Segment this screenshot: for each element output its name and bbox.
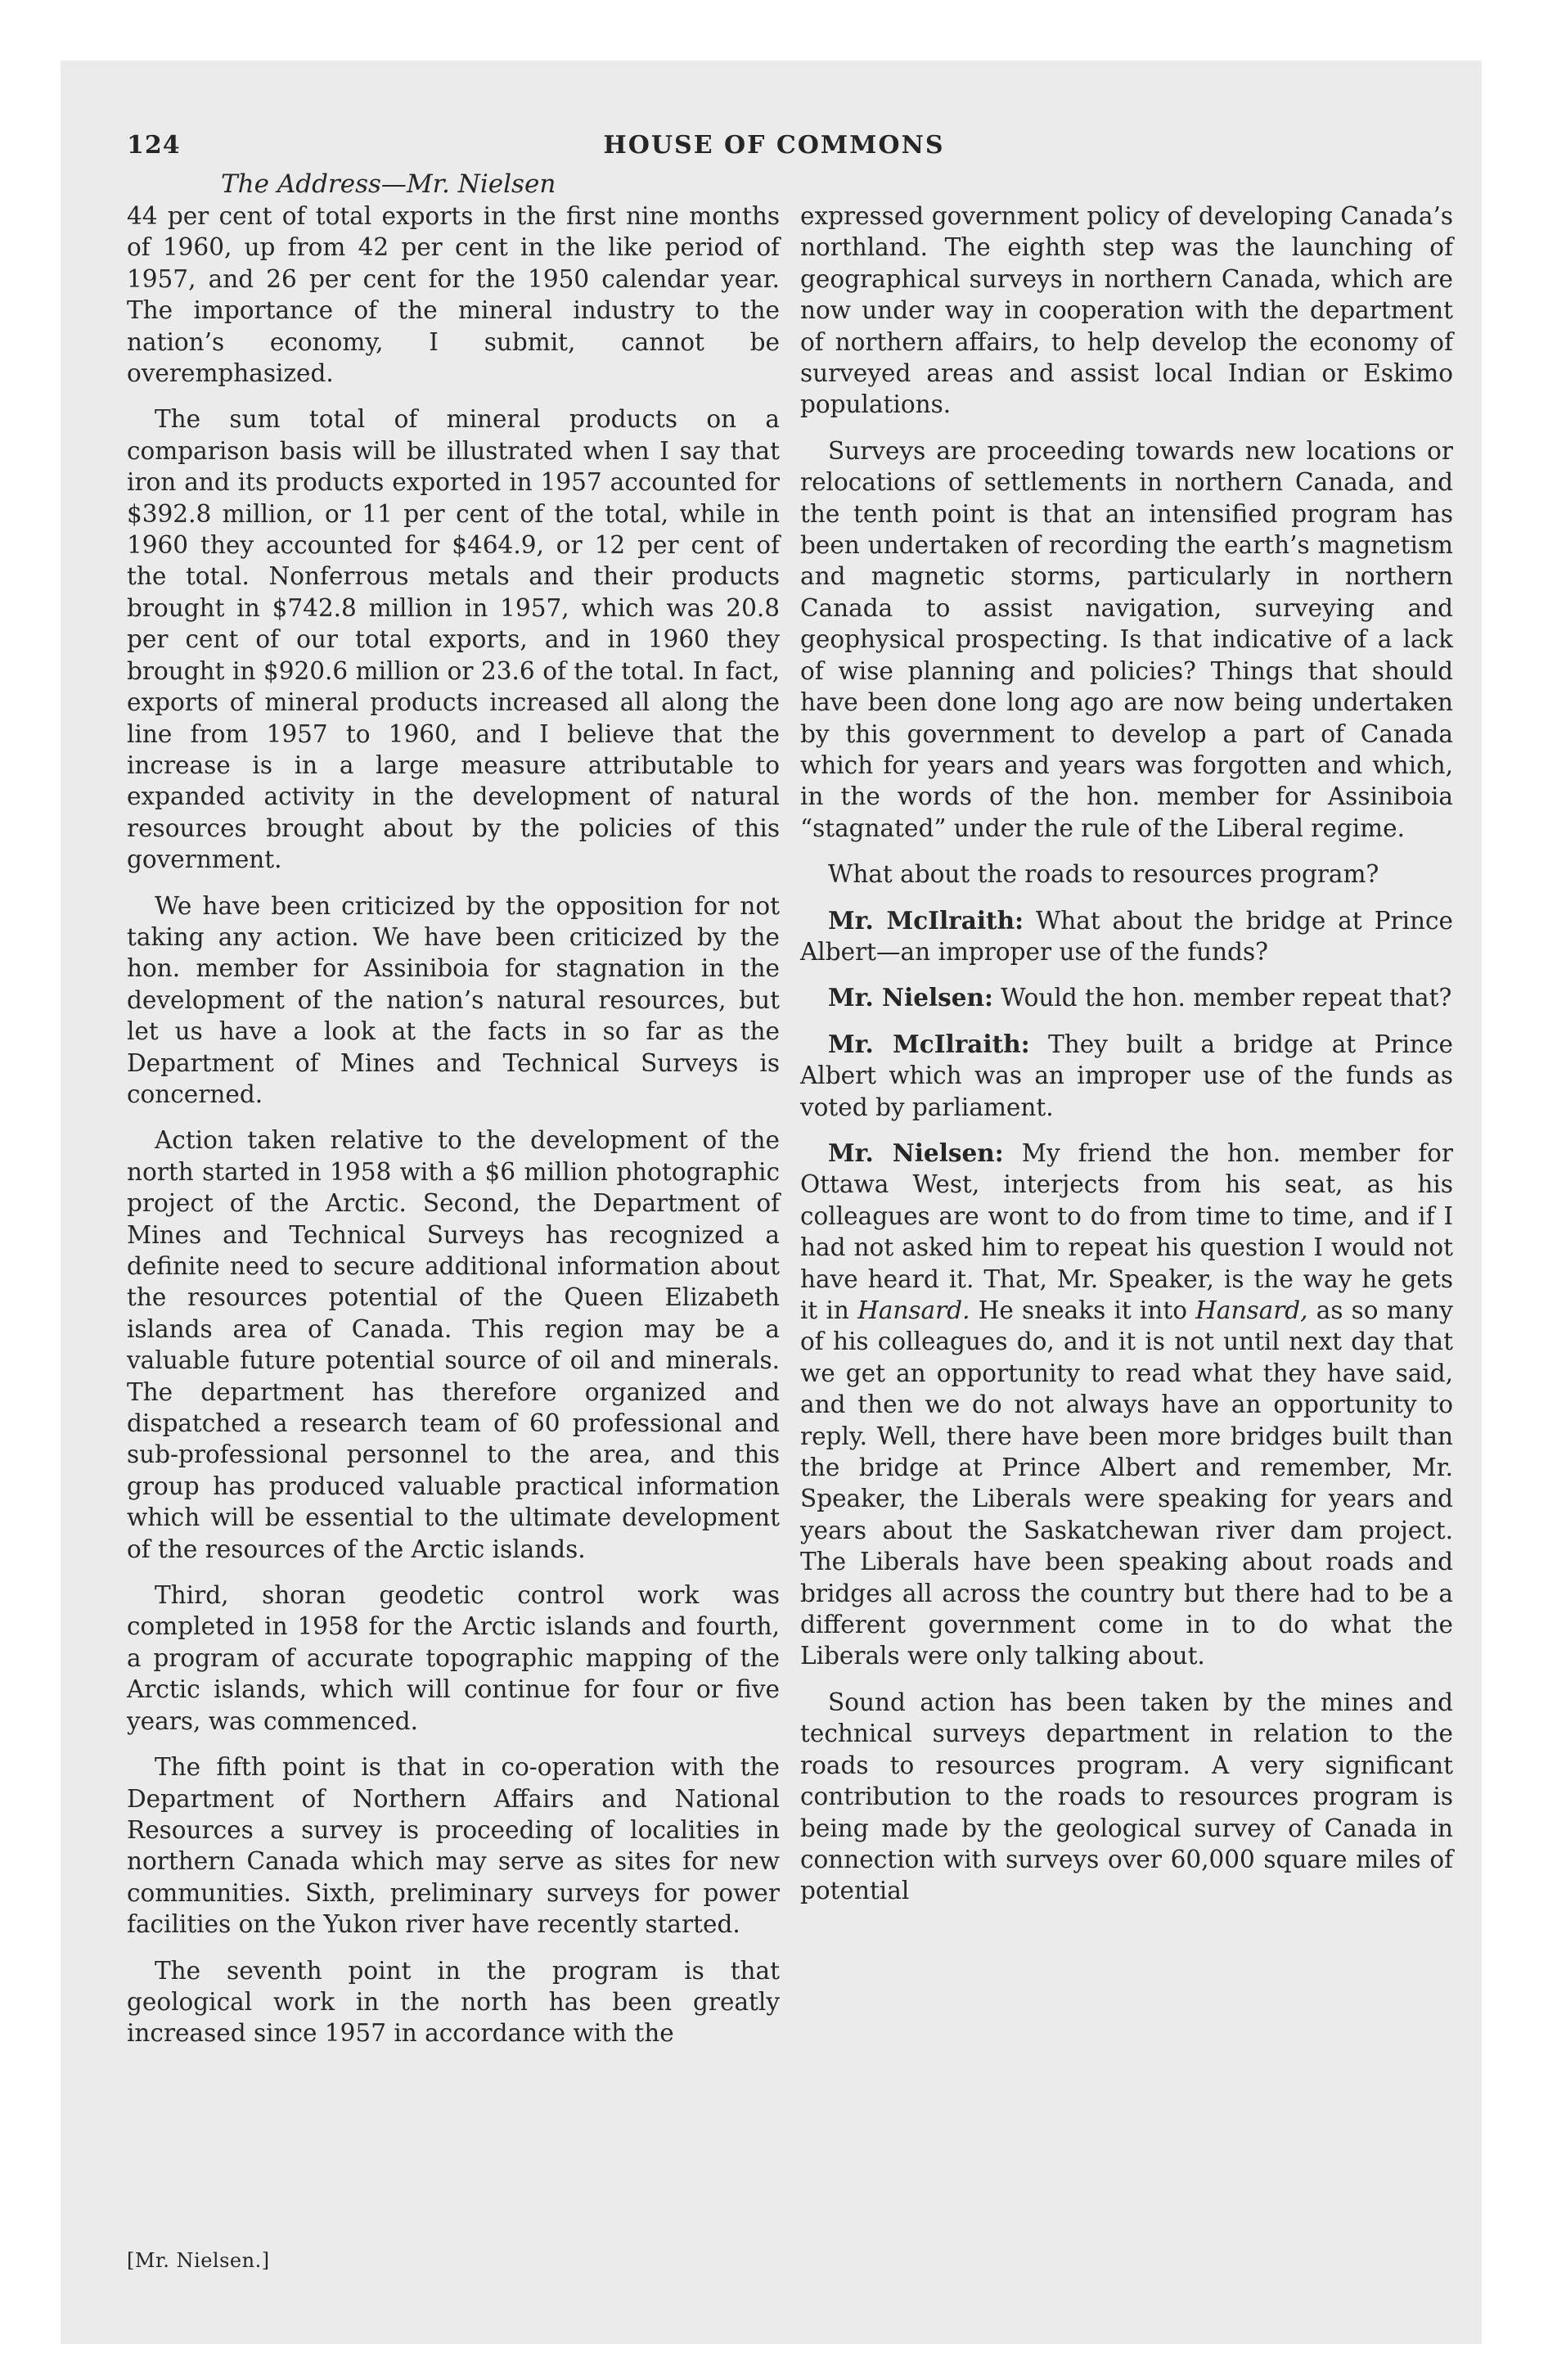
section-subhead: The Address—Mr. Nielsen: [221, 169, 556, 199]
speech-nielsen-1: [800, 982, 1453, 1013]
speech-text: Would the hon. member repeat that?: [1001, 984, 1452, 1012]
paragraph: What about the roads to resources program?: [828, 860, 1379, 889]
paragraph: Third, shoran geodetic control work was completed in 1958 for the Arctic islands and fourth, a program of accurate topographic mapping of the Arctic islands, which will continue for four or five years, was commenced.: [127, 1581, 780, 1735]
paragraph: 44 per cent of total exports in the first nine months of 1960, up from 42 per cent in the like period of 1957, and 26 per cent for the 1950 calendar year. The importance of the mineral industry to the nation’s economy, I submit, cannot be overemphasized.: [127, 202, 780, 388]
paragraph: Sound action has been taken by the mines and technical surveys department in relation to the roads to resources program. A very significant contribution to the roads to resources program is being made by the geological survey of Canada in connection with surveys over 60,000 square miles of potential: [800, 1688, 1453, 1905]
footer-speaker-note: [Mr. Nielsen.]: [127, 2249, 270, 2272]
speaker-name: Mr. McIlraith:: [828, 905, 1024, 935]
speaker-name: Mr. Nielsen:: [828, 983, 993, 1012]
speaker-name: Mr. Nielsen:: [828, 1138, 1004, 1167]
running-head: HOUSE OF COMMONS: [603, 131, 945, 160]
speech-text: What about the bridge at Prince Albert—an improper use of the funds?: [800, 906, 1453, 966]
paragraph: expressed government policy of developing Canada’s northland. The eighth step was the launching of geographical surveys in northern Canada, which are now under way in cooperation with the department of northern affairs, to help develop the economy of surveyed areas and assist local Indian or Eskimo populations.: [800, 202, 1453, 419]
paragraph: Action taken relative to the development of the north started in 1958 with a $6 million photographic project of the Arctic. Second, the Department of Mines and Technical Surveys has recognized a definite need to secure additional information about the resources potential of the Queen Elizabeth islands area of Canada. This region may be a valuable future potential source of oil and minerals. The department has therefore organized and dispatched a research team of 60 professional and sub-professional personnel to the area, and this group has produced valuable practical information which will be essential to the ultimate development of the resources of the Arctic islands.: [127, 1126, 780, 1563]
right-column: [800, 201, 1453, 1922]
paragraph: The fifth point is that in co-operation with the Department of Northern Affairs and National Resources a survey is proceeding of localities in northern Canada which may serve as sites for new communities. Sixth, preliminary surveys for power facilities on the Yukon river have recently started.: [127, 1753, 780, 1939]
speech-nielsen-2: [800, 1138, 1453, 1672]
left-column: [127, 201, 780, 2064]
speaker-name: Mr. McIlraith:: [828, 1029, 1030, 1058]
page-number: 124: [127, 131, 181, 160]
speech-mcilraith-2: [800, 1029, 1453, 1123]
speech-text: He sneaks it into: [978, 1296, 1187, 1324]
hansard-italic: Hansard,: [1195, 1296, 1308, 1324]
paragraph: The seventh point in the program is that geological work in the north has been greatly increased since 1957 in accordance with the: [127, 1956, 780, 2048]
hansard-italic: Hansard.: [857, 1296, 970, 1324]
paragraph: Surveys are proceeding towards new locations or relocations of settlements in northern Canada, and the tenth point is that an intensified program has been undertaken of recording the earth’s magnetism and magnetic storms, particularly in northern Canada to assist navigation, surveying and geophysical prospecting. Is that indicative of a lack of wise planning and policies? Things that should have been done long ago are now being undertaken by this government to develop a part of Canada which for years and years was forgotten and which, in the words of the hon. member for Assiniboia “stagnated” under the rule of the Liberal regime.: [800, 436, 1453, 842]
speech-text: as so many of his colleagues do, and it is not until next day that we get an opportunity to read what they have said, and then we do not always have an opportunity to reply. Well, there have been more bridges built than the bridge at Prince Albert and remember, Mr. Speaker, the Liberals were speaking for years and years about the Saskatchewan river dam project. The Liberals have been speaking about roads and bridges all across the country but there had to be a different government come in to do what the Liberals were only talking about.: [800, 1296, 1453, 1670]
paragraph: The sum total of mineral products on a comparison basis will be illustrated when I say that iron and its products exported in 1957 accounted for $392.8 million, or 11 per cent of the total, while in 1960 they accounted for $464.9, or 12 per cent of the total. Nonferrous metals and their products brought in $742.8 million in 1957, which was 20.8 per cent of our total exports, and in 1960 they brought in $920.6 million or 23.6 of the total. In fact, exports of mineral products increased all along the line from 1957 to 1960, and I believe that the increase is in a large measure attributable to expanded activity in the development of natural resources brought about by the policies of this government.: [127, 405, 780, 874]
speech-text: They built a bridge at Prince Albert which was an improper use of the funds as voted by parliament.: [800, 1030, 1453, 1121]
speech-mcilraith-1: [800, 905, 1453, 968]
speech-text: My friend the hon. member for Ottawa West, interjects from his seat, as his colleagues are wont to do from time to time, and if I had not asked him to repeat his question I would not have heard it. That, Mr. Speaker, is the way he gets it in: [800, 1138, 1453, 1324]
paragraph: We have been criticized by the opposition for not taking any action. We have been criticized by the hon. member for Assiniboia for stagnation in the development of the nation’s natural resources, but let us have a look at the facts in so far as the Department of Mines and Technical Surveys is concerned.: [127, 891, 780, 1108]
